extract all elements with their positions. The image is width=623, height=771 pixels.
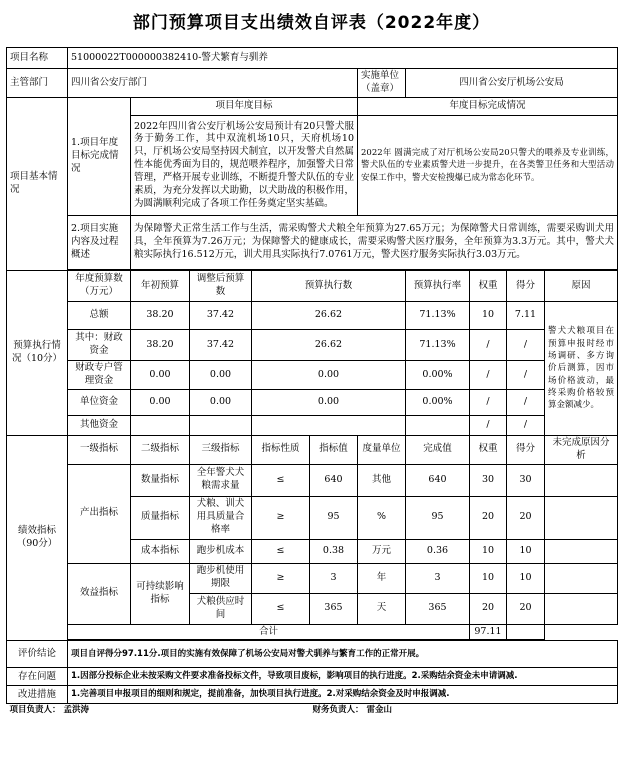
budget-item: 财政专户管理资金 (68, 361, 131, 390)
budget-initial: 0.00 (131, 390, 190, 416)
budget-initial: 0.00 (131, 361, 190, 390)
evaluation-table (6, 47, 618, 718)
measures-label: 改进措施 (7, 686, 68, 704)
budget-reason: 警犬犬粮项目在预算申报时经市场调研、多方询价后测算，因市场价格波动，最终采购价格较预算金额减少。 (545, 302, 618, 436)
perf-unit: 万元 (358, 539, 406, 563)
budget-row (7, 302, 618, 330)
budget-initial: 38.20 (131, 302, 190, 330)
budget-score: / (507, 390, 545, 416)
perf-done: 95 (406, 496, 470, 539)
goal-text: 2022年四川省公安厅机场公安局预计有20只警犬服务于勤务工作，其中双流机场10只，天府机场10只，厅机场公安局坚持因犬制宜，以开发警犬自然属性本能优秀面为目的，规范喂养程序，加强警犬日常管理，严格开展专业训练，不断提升警犬队伍的专业素质，为充分发挥以犬助勤，以犬助战的积极作用，为圆满顺利完成了各项工作任务奠定坚实基础。 (131, 116, 358, 216)
budget-score: / (507, 361, 545, 390)
budget-row (7, 390, 618, 416)
perf-value: 365 (310, 593, 358, 624)
budget-item: 总额 (68, 302, 131, 330)
impl-unit-value: 四川省公安厅机场公安局 (406, 69, 618, 98)
perf-done: 365 (406, 593, 470, 624)
dept-value: 四川省公安厅部门 (68, 69, 358, 98)
budget-adjusted (190, 416, 252, 436)
perf-reason (545, 496, 618, 539)
perf-score: 30 (507, 464, 545, 496)
perf-unit: 其他 (358, 464, 406, 496)
perf-nature: ≤ (252, 464, 310, 496)
budget-section-label: 预算执行情况（10分） (7, 271, 68, 436)
perf-done: 640 (406, 464, 470, 496)
perf-l2: 可持续影响指标 (131, 563, 190, 624)
perf-score: 10 (507, 563, 545, 593)
perf-l3: 犬粮、训犬用具质量合格率 (190, 496, 252, 539)
budget-rate (406, 416, 470, 436)
budget-header-item: 年度预算数（万元） (68, 271, 131, 302)
budget-rate: 71.13% (406, 330, 470, 361)
perf-weight: 20 (470, 496, 507, 539)
output-indicator-label: 产出指标 (68, 464, 131, 563)
perf-l2: 成本指标 (131, 539, 190, 563)
goal-row-label: 1.项目年度目标完成情况 (68, 98, 131, 216)
budget-weight: 10 (470, 302, 507, 330)
perf-weight: 20 (470, 593, 507, 624)
perf-nature: ≥ (252, 563, 310, 593)
perf-header-unit: 度量单位 (358, 436, 406, 465)
perf-score: 20 (507, 593, 545, 624)
perf-nature: ≥ (252, 496, 310, 539)
perf-header-reason: 未完成原因分析 (545, 436, 618, 465)
basic-info-label: 项目基本情况 (7, 98, 68, 271)
annual-goal-header: 项目年度目标 (131, 98, 358, 116)
project-leader: 项目负责人： 孟洪涛 (9, 705, 89, 716)
goal-status-header: 年度目标完成情况 (358, 98, 618, 116)
budget-executed: 0.00 (252, 390, 406, 416)
perf-header-l3: 三级指标 (190, 436, 252, 465)
goal-done-text: 2022年 圆满完成了对厅机场公安局20只警犬的喂养及专业训练，警犬队伍的专业素质警犬进一步提升，在各类警卫任务和大型活动安保工作中，警犬安检搜爆已成为常态化环节。 (358, 116, 618, 216)
perf-l3: 跑步机成本 (190, 539, 252, 563)
issues-text: 1.因部分投标企业未按采购文件要求准备投标文件，导致项目废标，影响项目的执行进度。2.采购结余资金未申请调减. (68, 668, 618, 686)
perf-reason (545, 464, 618, 496)
project-name-label: 项目名称 (7, 48, 68, 69)
budget-weight: / (470, 361, 507, 390)
budget-rate: 71.13% (406, 302, 470, 330)
perf-l3: 全年警犬犬粮需求量 (190, 464, 252, 496)
budget-item: 其他资金 (68, 416, 131, 436)
effect-indicator-label: 效益指标 (68, 563, 131, 624)
measures-text: 1.完善项目申报项目的细则和规定，提前准备，加快项目执行进度。2.对采购结余资金及时申报调减. (68, 686, 618, 704)
perf-header-done: 完成值 (406, 436, 470, 465)
budget-executed (252, 416, 406, 436)
budget-initial (131, 416, 190, 436)
perf-header-value: 指标值 (310, 436, 358, 465)
perf-value: 640 (310, 464, 358, 496)
page-title: 部门预算项目支出绩效自评表（2022年度） (132, 13, 491, 33)
total-score: 97.11 (470, 624, 507, 640)
budget-header-rate: 预算执行率 (406, 271, 470, 302)
budget-adjusted: 37.42 (190, 302, 252, 330)
perf-nature: ≤ (252, 539, 310, 563)
budget-rate: 0.00% (406, 390, 470, 416)
budget-weight: / (470, 390, 507, 416)
budget-adjusted: 37.42 (190, 330, 252, 361)
perf-reason (545, 539, 618, 563)
budget-item: 其中：财政资金 (68, 330, 131, 361)
total-label: 合计 (68, 624, 470, 640)
eval-label: 评价结论 (7, 641, 68, 668)
eval-text: 项目自评得分97.11分.项目的实施有效保障了机场公安局对警犬驯养与繁育工作的正常开展。 (68, 641, 618, 668)
budget-row (7, 330, 618, 361)
dept-label: 主管部门 (7, 69, 68, 98)
budget-adjusted: 0.00 (190, 361, 252, 390)
budget-header-initial: 年初预算 (131, 271, 190, 302)
perf-value: 95 (310, 496, 358, 539)
total-reason (507, 624, 545, 640)
budget-row (7, 416, 618, 436)
perf-header-l2: 二级指标 (131, 436, 190, 465)
perf-score: 20 (507, 496, 545, 539)
perf-header-l1: 一级指标 (68, 436, 131, 465)
budget-header-adjusted: 调整后预算数 (190, 271, 252, 302)
perf-value: 0.38 (310, 539, 358, 563)
perf-unit: % (358, 496, 406, 539)
issues-label: 存在问题 (7, 668, 68, 686)
budget-header-reason: 原因 (545, 271, 618, 302)
perf-done: 0.36 (406, 539, 470, 563)
budget-item: 单位资金 (68, 390, 131, 416)
perf-header-nature: 指标性质 (252, 436, 310, 465)
budget-executed: 0.00 (252, 361, 406, 390)
perf-unit: 天 (358, 593, 406, 624)
perf-l3: 跑步机使用期限 (190, 563, 252, 593)
perf-nature: ≤ (252, 593, 310, 624)
budget-score: / (507, 416, 545, 436)
perf-row (7, 464, 618, 496)
budget-initial: 38.20 (131, 330, 190, 361)
budget-score: 7.11 (507, 302, 545, 330)
perf-l2: 质量指标 (131, 496, 190, 539)
perf-header-weight: 权重 (470, 436, 507, 465)
impl-unit-label: 实施单位（盖章） (358, 69, 406, 98)
budget-header-score: 得分 (507, 271, 545, 302)
perf-reason (545, 563, 618, 593)
impl-text: 为保障警犬正常生活工作与生活，需采购警犬犬粮全年预算为27.65万元；为保障警犬日常训练，需要采购训犬用具，全年预算为7.26万元；为保障警犬的健康成长，需要采购警犬医疗服务，全年预算为3.3万元。其中，警犬犬粮实际执行16.512万元，训犬用具实际执行7.0761万元，警犬医疗服务实际执行3.03万元。 (131, 216, 618, 270)
perf-l3: 犬粮供应时间 (190, 593, 252, 624)
perf-value: 3 (310, 563, 358, 593)
perf-weight: 10 (470, 563, 507, 593)
budget-executed: 26.62 (252, 330, 406, 361)
perf-reason (545, 593, 618, 624)
finance-leader: 财务负责人： 雷金山 (312, 705, 392, 716)
perf-header-score: 得分 (507, 436, 545, 465)
impl-row-label: 2.项目实施内容及过程概述 (68, 216, 131, 270)
budget-row (7, 361, 618, 390)
budget-score: / (507, 330, 545, 361)
budget-weight: / (470, 330, 507, 361)
perf-unit: 年 (358, 563, 406, 593)
budget-rate: 0.00% (406, 361, 470, 390)
perf-row (7, 563, 618, 593)
perf-weight: 10 (470, 539, 507, 563)
budget-adjusted: 0.00 (190, 390, 252, 416)
budget-executed: 26.62 (252, 302, 406, 330)
budget-header-weight: 权重 (470, 271, 507, 302)
perf-score: 10 (507, 539, 545, 563)
perf-section-label: 绩效指标（90分） (7, 436, 68, 641)
perf-l2: 数量指标 (131, 464, 190, 496)
budget-weight: / (470, 416, 507, 436)
budget-header-executed: 预算执行数 (252, 271, 406, 302)
perf-done: 3 (406, 563, 470, 593)
project-name: 51000022T000000382410-警犬繁育与驯养 (68, 48, 618, 69)
perf-weight: 30 (470, 464, 507, 496)
